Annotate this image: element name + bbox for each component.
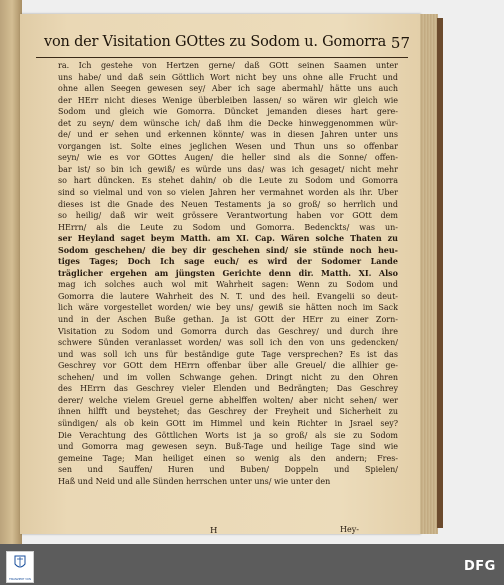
text-line: Sodom geschehen/ die bey dir geschehen sind/ sie stünde noch heu- (58, 244, 398, 255)
text-line: Gomorra die lautere Wahrheit des N. T. und des heil. Evangelii so deut- (58, 291, 398, 301)
text-line: HErrn/ als die Leute zu Sodom und Gomorra. Bedenckts/ was un- (58, 222, 398, 232)
text-line: dieses ist die Gnade des Neuen Testaments ja so groß/ so herrlich und (58, 199, 398, 209)
text-line: sündigen/ als ob kein GOtt im Himmel und kein Richter in Jsrael sey? (58, 418, 398, 428)
body-text (58, 60, 398, 487)
text-line: de/ und er sehen und erkennen könnte/ was in diesen Jahren unter uns (58, 130, 398, 140)
text-line: Haß und Neid und alle Sünden herrschen unter uns/ wie unter den (58, 476, 331, 486)
text-line: tiges Tages; Doch Ich sage euch/ es wird der Sodomer Lande (58, 256, 398, 267)
text-line: träglicher ergehen am jüngsten Gerichte denn dir. Matth. XI. Also (58, 267, 398, 278)
dfg-logo: DFG (464, 559, 496, 574)
text-line: so hart düncken. Es stehet dahin/ ob die Leute zu Sodom und Gomorra (58, 176, 398, 186)
page-edges (420, 14, 438, 534)
funding-logo (6, 551, 34, 583)
text-line: sen und Sauffen/ Huren und Buben/ Doppeln und Spielen/ (58, 465, 398, 475)
text-line: Geschrey vor GOtt dem HErrn offenbar über alle Greuel/ die allhier ge- (58, 361, 398, 371)
text-line: vorgangen ist. Solte eines jeglichen Wesen und Thun uns so offenbar (58, 141, 398, 151)
text-line: uns habe/ und daß sein Göttlich Wort nicht bey uns ohne alle Frucht und (58, 72, 398, 82)
text-line: der HErr nicht dieses Wenige überbleiben lassen/ so wären wir gleich wie (58, 95, 398, 105)
text-line: mag ich solches auch wol mit Wahrheit sagen: Wenn zu Sodom und (58, 280, 398, 290)
running-head: von der Visitation GOttes zu Sodom u. Gomorra (44, 34, 387, 50)
text-line: ra. Ich gestehe von Hertzen gerne/ daß GOtt seinen Saamen unter (58, 61, 398, 70)
text-line: Die Verachtung des Göttlichen Worts ist ja so groß/ als sie zu Sodom (58, 430, 398, 440)
text-line: derer/ welche vielem Greuel gerne abhelffen wolten/ aber nicht sehen/ wer (58, 395, 398, 405)
page-header (36, 34, 410, 58)
text-line: ser Heyland saget beym Matth. am XI. Cap. Wären solche Thaten zu (58, 233, 398, 244)
funding-logo-text: FINANZIERT VON (9, 578, 31, 581)
text-line: seyn/ wie es vor GOttes Augen/ die heller sind als die Sonne/ offen- (58, 153, 398, 163)
header-rule (36, 57, 408, 58)
text-line: Sodom und gleich wie Gomorra. Düncket jemanden dieses hart gere- (58, 107, 398, 117)
text-line: det zu seyn/ dem wünsche ich/ daß ihm die Decke hinweggenommen wür- (58, 118, 398, 128)
text-line: und in der Aschen Buße gethan. Ja ist GOtt der HErr zu einer Zorn- (58, 315, 398, 325)
text-line: und Gomorra mag gewesen seyn. Buß-Tage und heilige Tage sind wie (58, 442, 398, 452)
text-line: des HErrn das Geschrey vieler Elenden und Bedrängten; Das Geschrey (58, 384, 398, 394)
book-gutter (0, 0, 22, 544)
text-line: gemeine Tage; Man heiliget einen so wenig als den andern; Fres- (58, 453, 398, 463)
text-line: so heilig/ daß wir weit grössere Verantwortung haben vor GOtt dem (58, 211, 398, 221)
text-line: Visitation zu Sodom und Gomorra durch das Geschrey/ und durch ihre (58, 326, 398, 336)
book-cover-edge (437, 18, 443, 528)
crest-icon (7, 552, 33, 574)
text-line: schehen/ und im vollen Schwange gehen. Dringt nicht zu den Ohren (58, 372, 398, 382)
text-line: schwere Sünden veranlasset worden/ was soll ich den von uns gedencken/ (58, 338, 398, 348)
text-line: sind so vielmal und von so vielen Jahren her vermahnet worden als ihr. Uber (58, 188, 398, 198)
signature-mark: H (210, 526, 218, 536)
page-number: 57 (390, 34, 410, 52)
text-line: ihnen hilfft und beystehet; das Geschrey der Freyheit und Sicherheit zu (58, 407, 398, 417)
text-line: lich wäre vorgestellet worden/ wie bey uns/ gewiß sie hätten noch im Sack (58, 303, 398, 313)
text-line: und was soll ich uns für beständige gute Tage versprechen? Es ist das (58, 349, 398, 359)
catchword: Hey- (340, 525, 359, 534)
text-line: bar ist/ so bin ich gewiß/ es würde uns das/ was ich gesaget/ nicht mehr (58, 164, 398, 174)
text-line: ohne allen Seegen gewesen sey/ Aber ich sage abermahl/ hätte uns auch (58, 84, 398, 94)
viewer-footer (0, 544, 504, 585)
